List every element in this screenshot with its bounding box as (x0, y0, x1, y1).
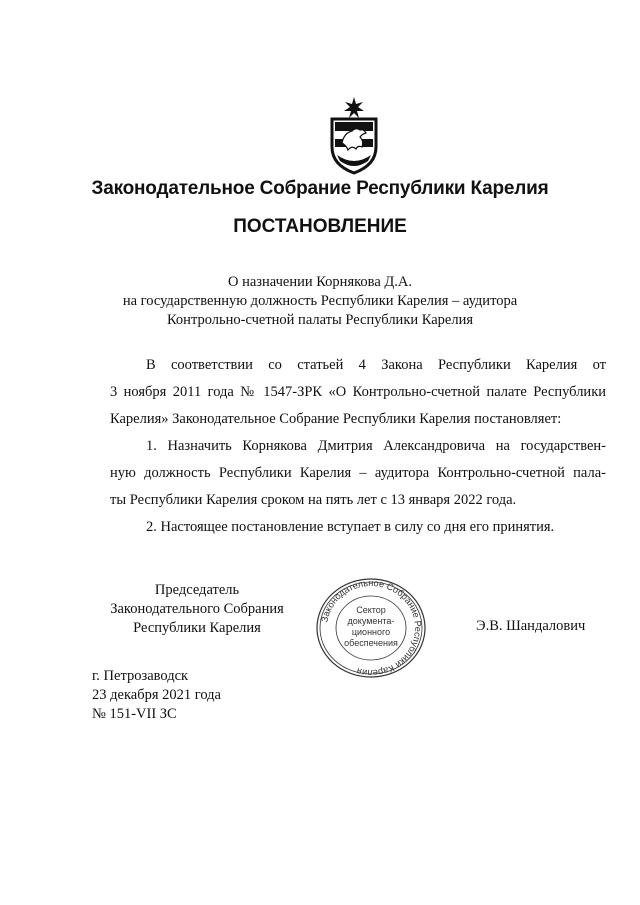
official-stamp (314, 576, 428, 680)
paragraph-line: Карелия» Законодательное Собрание Республики Карелия постановляет: (110, 411, 562, 427)
document-date: 23 декабря 2021 года (92, 687, 221, 703)
signer-title-line: Председатель (154, 582, 240, 598)
stamp-center-text: Сектор (356, 605, 386, 615)
paragraph-line: ную должность Республики Карелия – аудитора Контрольно-счетной пала- (110, 465, 606, 481)
paragraph-line: 2. Настоящее постановление вступает в силу со дня его принятия. (146, 519, 555, 535)
signer-title (92, 581, 302, 638)
subject-line: Контрольно-счетной палаты Республики Карелия (166, 312, 474, 328)
karelia-coat-of-arms-icon (326, 95, 382, 175)
paragraph-line: 3 ноября 2011 года № 1547-ЗРК «О Контрольно-счетной палате Республики (110, 384, 606, 400)
paragraph-line: 1. Назначить Корнякова Дмитрия Александровича на государствен- (146, 438, 606, 454)
place-of-issue: г. Петрозаводск (92, 668, 189, 684)
subject-line: О назначении Корнякова Д.А. (227, 274, 413, 290)
organization-title: Законодательное Собрание Республики Карелия (91, 178, 549, 199)
document-body (110, 352, 606, 541)
document-type-title: ПОСТАНОВЛЕНИЕ (233, 216, 407, 237)
paragraph-line: ты Республики Карелия сроком на пять лет с 13 января 2022 года. (110, 492, 517, 508)
document-number: № 151-VII ЗС (92, 706, 177, 722)
stamp-center-text: обеспечения (344, 638, 398, 648)
subject-line: на государственную должность Республики Карелия – аудитора (122, 293, 518, 309)
stamp-center-text: документа- (347, 616, 395, 626)
paragraph-line: В соответствии со статьей 4 Закона Республики Карелия от (146, 357, 606, 373)
stamp-center-text: ционного (351, 627, 391, 637)
signer-title-line: Республики Карелия (133, 620, 261, 636)
document-footer (92, 667, 221, 724)
document-subject (0, 273, 640, 330)
signer-name: Э.В. Шандалович (476, 618, 586, 634)
signer-title-line: Законодательного Собрания (110, 601, 284, 617)
stamp-ring-text: Законодательное Собрание Республики Карелия (319, 577, 424, 679)
